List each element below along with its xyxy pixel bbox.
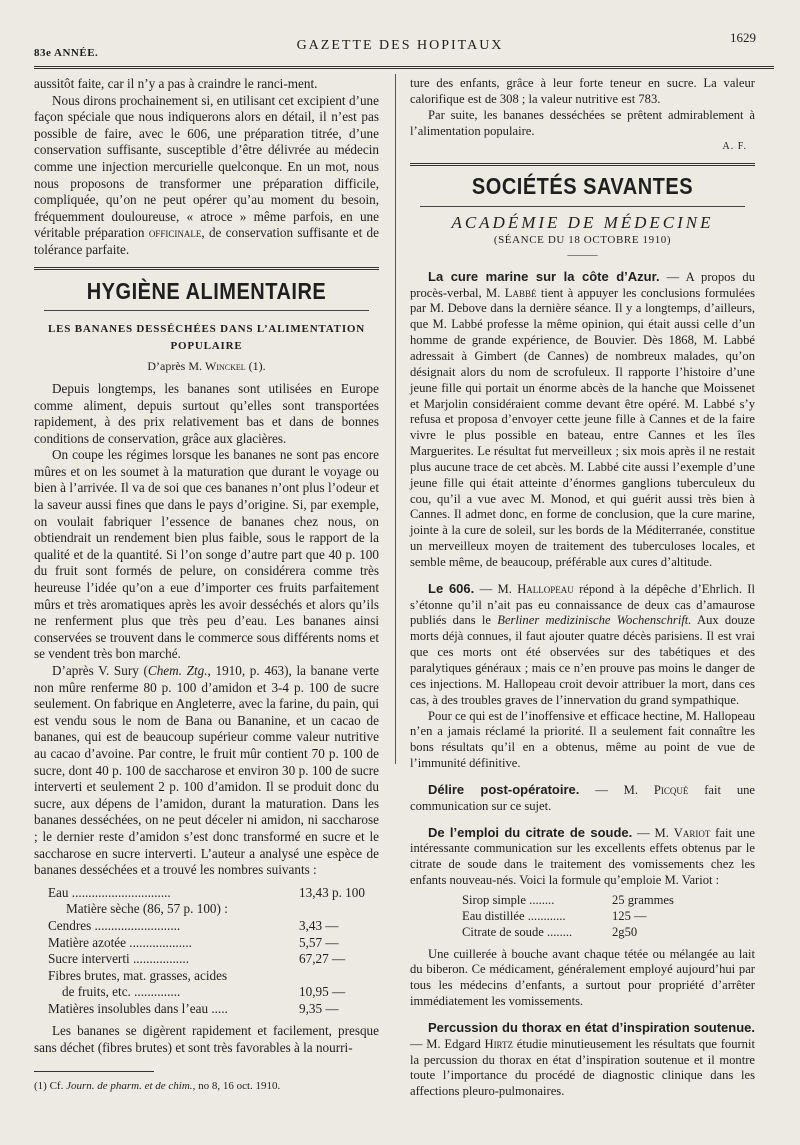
- journal-title: GAZETTE DES HOPITAUX: [296, 38, 504, 53]
- author-name: Winckel: [205, 359, 246, 374]
- row-value: [299, 901, 379, 918]
- footnote-rule: [34, 1071, 154, 1072]
- text: fait une communication sur ce sujet.: [410, 782, 756, 813]
- author-name: Picqué: [653, 782, 689, 797]
- paragraph: [410, 825, 755, 889]
- text: — M. Edgard: [410, 1036, 481, 1051]
- text: D’après M.: [147, 359, 202, 374]
- table-row: [48, 935, 379, 952]
- session-date: (SÉANCE DU 18 OCTOBRE 1910): [493, 233, 672, 246]
- row-label: Matières insolubles dans l’eau .....: [48, 1000, 228, 1016]
- section-title: HYGIÈNE ALIMENTAIRE: [86, 278, 327, 305]
- paragraph: [410, 269, 755, 571]
- section-rule: [410, 163, 755, 166]
- text: (1) Cf.: [34, 1079, 64, 1092]
- formula-row: [410, 893, 755, 909]
- paragraph: aussitôt faite, car il n’y a pas à craindre le ranci-ment.: [34, 76, 318, 91]
- text: — M.: [595, 782, 639, 797]
- table-row: [48, 885, 379, 902]
- paragraph: [410, 581, 755, 709]
- text: Aux douze morts déjà connues, il faut ajouter quatre décès parisiens. Il est vrai que ces morts ont été observées sur des tabétiques et des paralytiques généraux ; mais ce n’en prouve pas moins le danger de ces injections. M. Hallopeau croit devoir attribuer la mort, dans ces cas, à des troubles graves de l’innervation du grand sympathique.: [410, 613, 755, 707]
- footnote-ref: (1).: [248, 359, 266, 374]
- formula-row: [410, 925, 755, 941]
- paragraph: [34, 93, 379, 259]
- page-number: 1629: [730, 30, 756, 45]
- paragraph: [410, 1020, 755, 1100]
- text: Nous dirons prochainement si, en utilisant cet excipient d’une façon spéciale que nous indiquerons alors en détail, il n’est pas possible de faire, avec le 606, une préparation titrée, d’une conservation suffisante, susceptible d’être délivrée au médecin comme une injection mercurielle quelconque. En un mot, nous nous proposons de transformer une préparation difficile, compliquée, qu’on ne peut opérer qu’au moment du besoin, fréquemment douloureuse, « atroce » même parfois, en une véritable préparation: [34, 92, 379, 241]
- text: fait une intéressante communication sur les excellents effets obtenus par le citrate de soude dans le traitement des vomissements chez les enfants nouveau-nés. Voici la formule qu’emploie M. Variot :: [410, 825, 755, 888]
- table-row: [48, 984, 379, 1001]
- item-heading: La cure marine sur la côte d’Azur.: [428, 268, 660, 284]
- paragraph: Depuis longtemps, les bananes sont utilisées en Europe comme aliment, depuis surtout qu’elles sont transportées rapidement, à des prix relativement bas et dans de bonnes conditions de conservation, grâce aux glacières.: [34, 380, 379, 446]
- text: D’après V. Sury (: [52, 663, 148, 678]
- ingredient: Sirop simple ........: [462, 892, 555, 907]
- text: , 1910, p. 463), la banane verte non mûre renferme 80 p. 100 d’amidon et 3-4 p. 100 de sucre seulement. On fabrique en Angleterre, avec la farine, du pain, qui est vendu sous le nom de Bana ou Bananine, et un cacao de bananes, qui est de beaucoup supérieur comme valeur nutritive au cacao d’avoine. Par contre, le fruit mûr contient 70 p. 100 de sucre, dont 40 p. 100 de saccharose et environ 30 p. 100 de sucre interverti et seulement 2 p. 100 d’amidon. Il se produit donc du sucre, aux dépens de l’amidon, durant la maturation. Dans les bananes desséchées, on ne peut déceler ni amidon, ni saccharose ; le dernier reste d’amidon s’est donc transformé en sucre et le saccharose en sucre interverti. L’auteur a analysé une espèce de bananes desséchées et a trouvé les nombres suivants :: [34, 663, 379, 878]
- section-title: SOCIÉTÉS SAVANTES: [471, 174, 694, 200]
- author-name: Hirtz: [484, 1036, 514, 1051]
- table-row: [48, 901, 379, 918]
- footnote: [34, 1078, 379, 1095]
- row-label: Matière sèche (86, 57 p. 100) :: [66, 901, 228, 917]
- text: — M.: [637, 825, 669, 840]
- row-label: Eau ..............................: [48, 884, 171, 900]
- paragraph: [34, 663, 379, 879]
- quantity: 125 —: [612, 908, 647, 923]
- paragraph: Les bananes se digèrent rapidement et facilement, presque sans déchet (fibres brutes) et sont très favorables à la nourri-: [34, 1023, 379, 1056]
- text: — M.: [479, 581, 512, 596]
- table-row: [48, 951, 379, 968]
- table-row: [48, 918, 379, 935]
- item-heading: Délire post-opératoire.: [428, 781, 580, 797]
- row-label: Cendres ..........................: [48, 917, 181, 933]
- text: répond à la dépêche d’Ehrlich. Il s’étonne qu’il n’ait pas eu connaissance de deux cas d’amaurose publiés dans le: [410, 581, 756, 628]
- ingredient: Citrate de soude ........: [462, 924, 573, 939]
- dash-ornament: ———: [567, 249, 598, 261]
- text: , no 8, 16 oct. 1910.: [192, 1079, 281, 1092]
- paragraph: Pour ce qui est de l’inoffensive et efficace hectine, M. Hallopeau n’en a jamais réclamé la priorité. Il a seulement fait connaître les bons résultats qu’il en a obtenus, même au point de vue de l’immunité définitive.: [410, 708, 755, 771]
- text: officinale,: [148, 225, 205, 241]
- formula: [410, 893, 755, 941]
- row-value: 67,27 —: [299, 951, 346, 967]
- section-rule: [34, 267, 379, 270]
- row-value: 5,57 —: [299, 934, 339, 950]
- quantity: 2g50: [612, 924, 638, 939]
- text: de conservation suffisante et de tolérance parfaite.: [34, 225, 380, 257]
- paragraph: [410, 782, 755, 815]
- right-column: [410, 76, 755, 1100]
- signature: A. F.: [722, 141, 747, 153]
- divider: [420, 206, 745, 207]
- row-label: de fruits, etc. ..............: [62, 984, 181, 1000]
- row-value: 9,35 —: [299, 1000, 339, 1016]
- column-divider: [395, 74, 396, 764]
- paragraph: Une cuillerée à bouche avant chaque tétée ou mélangée au lait du biberon. Ce médicament, généralement employé aujourd’hui par tous les médecins d’enfants, a surtout pour propriété d’arrêter immédiatement les vomissements.: [410, 946, 755, 1009]
- author-name: Labbé: [504, 285, 537, 300]
- left-column: [34, 76, 379, 1094]
- table-row: [48, 968, 379, 985]
- row-label: Fibres brutes, mat. grasses, acides: [48, 967, 228, 983]
- citation: Chem. Ztg.: [147, 663, 208, 678]
- row-value: [299, 968, 379, 985]
- text: étudie minutieusement les résultats que fournit la percussion du thorax en état d’inspiration soutenue et il montre toute l’importance du procédé de diagnostic clinique dans les affections pleuro-pulmonaires.: [410, 1036, 755, 1099]
- item-heading: Le 606.: [428, 580, 475, 596]
- formula-row: [410, 909, 755, 925]
- ingredient: Eau distillée ............: [462, 908, 566, 923]
- row-value: 3,43 —: [299, 917, 339, 933]
- table-row: [48, 1001, 379, 1018]
- row-value: 13,43 p. 100: [299, 884, 365, 900]
- citation: Journ. de pharm. et de chim.: [66, 1079, 193, 1092]
- citation: Berliner medizinische Wochenschrift.: [497, 613, 692, 628]
- paragraph: Par suite, les bananes desséchées se prêtent admirablement à l’alimentation populaire.: [410, 107, 755, 138]
- header-rule: [34, 66, 774, 69]
- quantity: 25 grammes: [612, 892, 674, 907]
- paragraph: On coupe les régimes lorsque les bananes ne sont pas encore mûres et on les soumet à la maturation que durant le voyage ou bien à l’arrivée. Il va de soi que ces bananes n’ont plus l’odeur et la saveur aussi fines que dans le pays d’origine. Si, par exemple, on voulait fabriquer l’essence de bananes chez nous, on obtiendrait un rendement bien plus faible, sous le rapport de la qualité et de la quantité. Si l’on songe d’autre part que 40 p. 100 du fruit sont formés de pelure, on considérera comme très heureuse l’idée qu’on a eue d’importer ces fruits parfaitement mûrs et très aromatiques après les avoir desséchés et alors qu’ils ne renferment plus que très peu d’eau. Les bananes ainsi conservées se trouvent dans le commerce sous différents noms et se vendent très bon marché.: [34, 447, 379, 662]
- row-value: 10,95 —: [299, 984, 346, 1000]
- item-heading: Percussion du thorax en état d’inspiration soutenue.: [428, 1019, 755, 1035]
- divider: [44, 310, 369, 311]
- author-name: Hallopeau: [517, 581, 574, 596]
- text: tient à appuyer les conclusions formulées par M. Debove dans la dernière séance. Il y a longtemps, d’ailleurs, que M. Labbé professe la même opinion, qui était aussi celle d’un homme de grande expérience, de Bouvier. Dès 1868, M. Labbé adressait à Gimbert (de Cannes) de nombreux malades, qu’on désignait alors du nom de scrofuleux. Il rapporte l’histoire d’une jeune fille qui portait un énorme abcès de la hanche que Moissenet et Marjolin considéraient comme devant être opéré. M. Labbé s’y refusa et proposa d’envoyer cette jeune fille à Cannes et de la faire vivre le plus possible en bateau, entre Cannes et les îles Marguerites. Le résultat fut merveilleux ; six mois après il ne restait plus aucune trace de cet abcès. M. Labbé cite aussi l’exemple d’une jeune fille qui était atteinte d’énormes ganglions tuberculeux du cou, qu’il a vue avec M. Monod, et qui guérit aussi très bien à Cannes. Il admet donc, en forme de conclusion, que la cure marine, jointe à la cure de soleil, sur les bords de la Méditerranée, constitue un merveilleux moyen de traitement des tuberculoses locales, et semble même, de beaucoup, préférable aux cures d’altitude.: [410, 285, 756, 569]
- text: — A propos du procès-verbal, M.: [410, 269, 755, 300]
- row-label: Sucre interverti .................: [48, 951, 189, 967]
- author-name: Variot: [673, 825, 711, 840]
- academy-heading: ACADÉMIE DE MÉDECINE: [451, 213, 714, 233]
- item-heading: De l’emploi du citrate de soude.: [428, 824, 633, 840]
- article-title: LES BANANES DESSÉCHÉES DANS L’ALIMENTATION POPULAIRE: [47, 323, 366, 352]
- volume-label: 83e ANNÉE.: [34, 47, 99, 59]
- analysis-table: [48, 885, 379, 1018]
- paragraph: ture des enfants, grâce à leur forte teneur en sucre. La valeur calorifique est de 308 ; la valeur nutritive est 783.: [410, 76, 755, 106]
- article-subtitle: [34, 358, 379, 375]
- row-label: Matière azotée ...................: [48, 934, 192, 950]
